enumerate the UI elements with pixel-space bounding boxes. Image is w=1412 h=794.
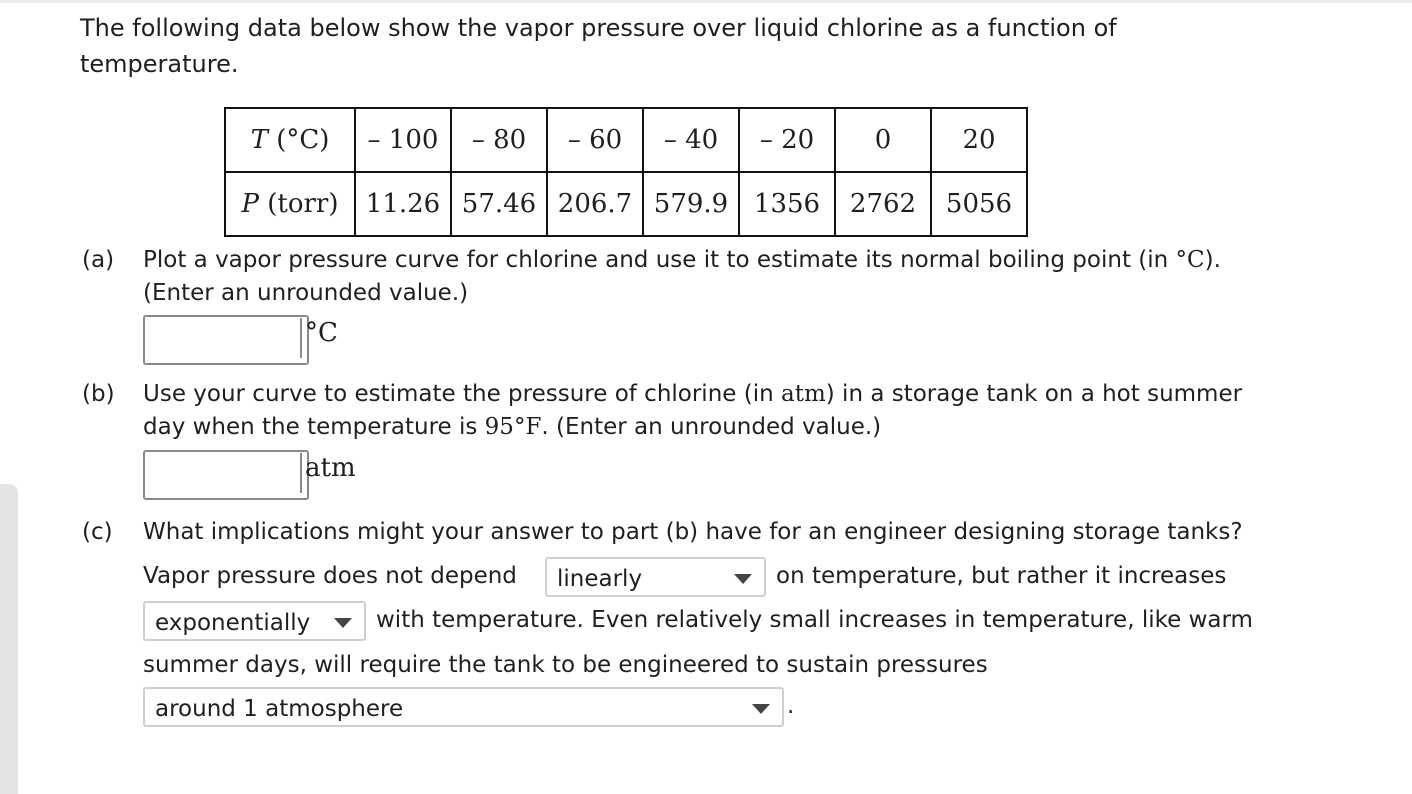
increase-mode-select[interactable] <box>143 601 366 641</box>
pressure-cell: 579.9 <box>643 172 739 236</box>
temp-cell: 0 <box>835 108 931 172</box>
pressure-header: P (torr) <box>225 172 355 236</box>
pressure-cell: 2762 <box>835 172 931 236</box>
dependence-select[interactable] <box>545 557 766 597</box>
chevron-down-icon <box>734 574 752 584</box>
part-a-letter: (a) <box>82 247 115 273</box>
left-scroll-gutter <box>0 484 18 794</box>
part-b-question: Use your curve to estimate the pressure of chlorine (in atm) in a storage tank on a hot summer day when the temperature is 95°F. (Enter an unrounded value.) <box>143 381 1243 440</box>
pressure-cell: 11.26 <box>355 172 451 236</box>
part-b-unit-inline: atm <box>781 381 826 407</box>
unit-divider <box>300 318 302 358</box>
temp-cell: – 40 <box>643 108 739 172</box>
chevron-down-icon <box>334 618 352 628</box>
top-divider <box>0 0 1412 3</box>
pressure-range-select[interactable] <box>143 687 784 727</box>
part-c-line1-prefix: Vapor pressure does not depend <box>143 563 517 589</box>
boiling-point-input[interactable] <box>143 315 309 365</box>
pressure-input[interactable] <box>143 450 309 500</box>
part-c-line2-suffix: with temperature. Even relatively small increases in temperature, like warm <box>376 607 1253 633</box>
pressure-cell: 5056 <box>931 172 1027 236</box>
dependence-select-value: linearly <box>557 566 643 592</box>
temp-cell: – 80 <box>451 108 547 172</box>
vapor-pressure-table <box>224 107 1028 237</box>
temp-cell: – 20 <box>739 108 835 172</box>
part-c-question: What implications might your answer to part (b) have for an engineer designing storage tanks? <box>143 519 1243 545</box>
boiling-point-unit: °C <box>305 318 338 348</box>
increase-mode-select-value: exponentially <box>155 610 311 636</box>
temperature-header: T (°C) <box>225 108 355 172</box>
temp-cell: 20 <box>931 108 1027 172</box>
temperature-unit: (°C) <box>276 125 330 155</box>
pressure-unit-label: atm <box>305 453 356 483</box>
part-c-line3: summer days, will require the tank to be engineered to sustain pressures <box>143 652 988 678</box>
end-punctuation: . <box>787 693 795 719</box>
chevron-down-icon <box>752 704 770 714</box>
part-b-letter: (b) <box>82 381 115 407</box>
part-c-line1-suffix: on temperature, but rather it increases <box>776 563 1227 589</box>
intro-text: The following data below show the vapor pressure over liquid chlorine as a function of temperature. <box>80 14 1117 78</box>
part-a-unit-inline: °C <box>1175 247 1205 273</box>
temp-cell: – 100 <box>355 108 451 172</box>
part-b-temperature: 95°F <box>484 414 542 440</box>
part-c-letter: (c) <box>82 519 113 545</box>
part-a-question: Plot a vapor pressure curve for chlorine and use it to estimate its normal boiling point (in °C). (Enter an unrounded value.) <box>143 247 1221 306</box>
pressure-cell: 57.46 <box>451 172 547 236</box>
pressure-row <box>225 172 1027 236</box>
temp-cell: – 60 <box>547 108 643 172</box>
pressure-cell: 206.7 <box>547 172 643 236</box>
pressure-unit: (torr) <box>267 189 339 219</box>
part-a-note: (Enter an unrounded value.) <box>143 280 469 306</box>
pressure-cell: 1356 <box>739 172 835 236</box>
unit-divider <box>300 453 302 493</box>
pressure-range-select-value: around 1 atmosphere <box>155 696 404 722</box>
temperature-row <box>225 108 1027 172</box>
